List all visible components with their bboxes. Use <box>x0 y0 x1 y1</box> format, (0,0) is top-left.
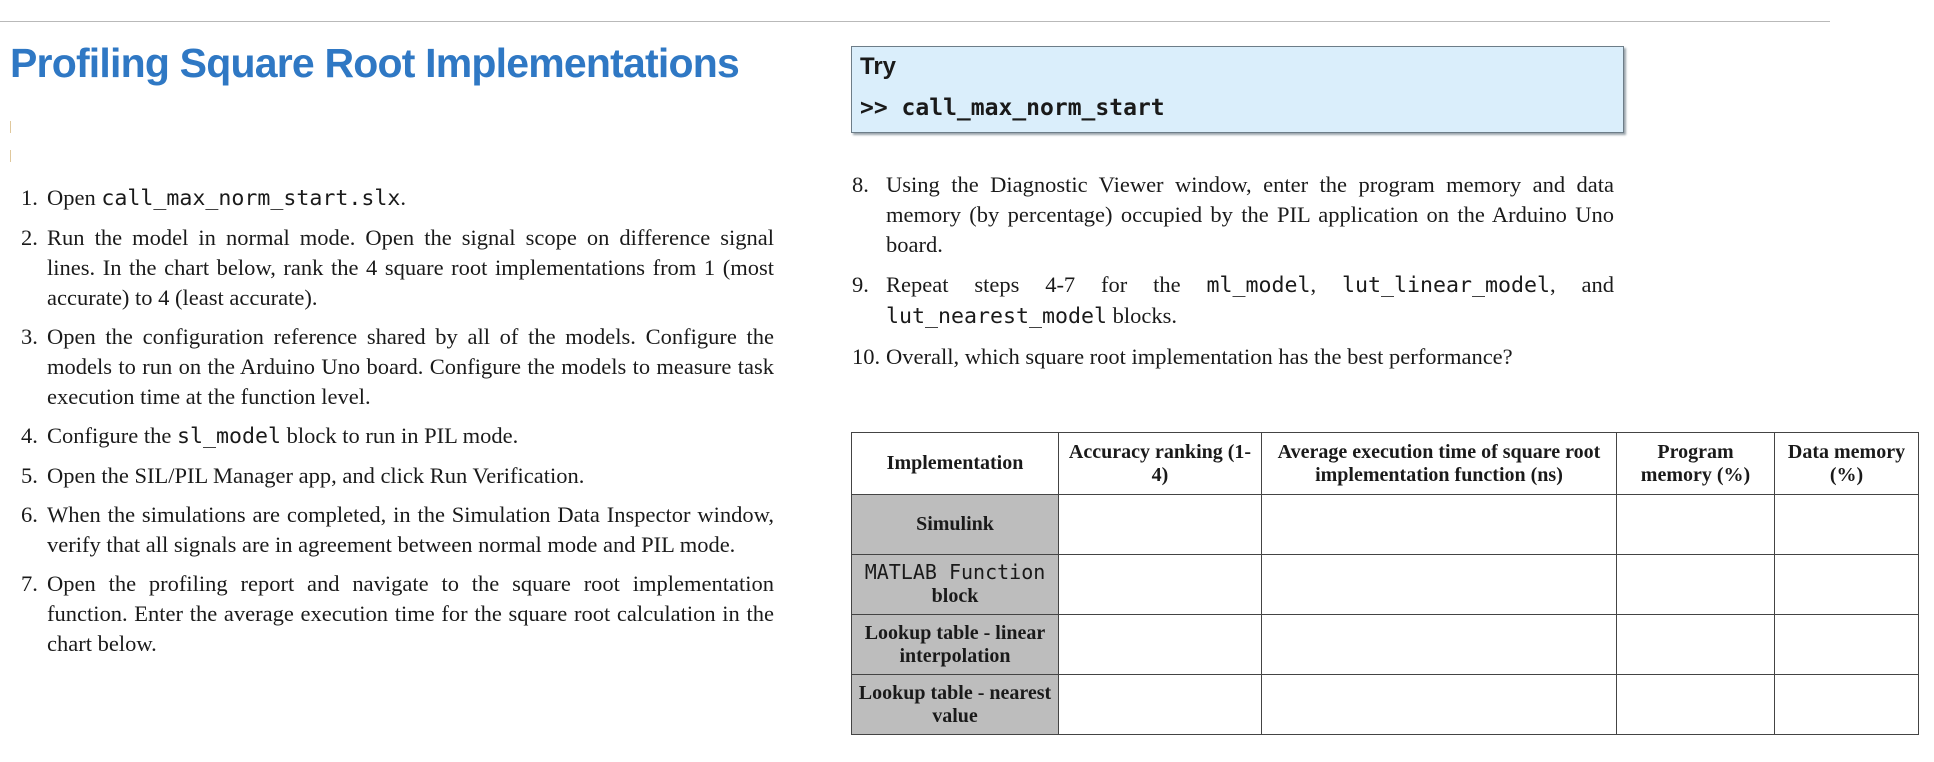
step-10: 10. Overall, which square root implementation has the best performance? <box>852 344 1513 369</box>
data-memory-cell[interactable] <box>1775 555 1919 615</box>
code-ml-model: ml_model <box>1206 273 1311 298</box>
header-program-memory: Program memory (%) <box>1617 433 1775 495</box>
table-row <box>852 675 1919 735</box>
program-memory-cell[interactable] <box>1617 555 1775 615</box>
execution-time-cell[interactable] <box>1262 555 1617 615</box>
step-4: 4. Configure the sl_model block to run in PIL mode. <box>21 423 519 449</box>
table-row <box>852 615 1919 675</box>
step-8: 8. Using the Diagnostic Viewer window, enter the program memory and data memory (by percentage) occupied by the PIL application on the Arduino Uno board. <box>852 172 1614 257</box>
accuracy-cell[interactable] <box>1059 495 1262 555</box>
accuracy-cell[interactable] <box>1059 675 1262 735</box>
code-block-name: sl_model <box>176 424 281 449</box>
step-9: 9. Repeat steps 4-7 for the ml_model, lut_linear_model, and lut_nearest_model blocks. <box>852 272 1615 329</box>
step-5: 5. Open the SIL/PIL Manager app, and click Run Verification. <box>21 463 585 488</box>
data-memory-cell[interactable] <box>1775 495 1919 555</box>
row-label-lookup-linear: Lookup table - linear interpolation <box>852 615 1059 675</box>
step-2: 2. Run the model in normal mode. Open the signal scope on difference signal lines. In the chart below, rank the 4 square root implementations from 1 (most accurate) to 4 (least accurate). <box>21 225 774 310</box>
program-memory-cell[interactable] <box>1617 615 1775 675</box>
accuracy-cell[interactable] <box>1059 615 1262 675</box>
header-implementation: Implementation <box>852 433 1059 495</box>
program-memory-cell[interactable] <box>1617 675 1775 735</box>
header-accuracy-ranking: Accuracy ranking (1-4) <box>1059 433 1262 495</box>
steps-list-right <box>852 170 1614 382</box>
header-average-execution-time: Average execution time of square root implementation function (ns) <box>1262 433 1617 495</box>
row-label-simulink: Simulink <box>852 495 1059 555</box>
try-command: >> call_max_norm_start <box>860 95 1165 121</box>
execution-time-cell[interactable] <box>1262 615 1617 675</box>
data-memory-cell[interactable] <box>1775 675 1919 735</box>
data-memory-cell[interactable] <box>1775 615 1919 675</box>
table-row <box>852 495 1919 555</box>
code-lut-linear-model: lut_linear_model <box>1342 273 1551 298</box>
steps-list-left <box>21 183 774 668</box>
margin-mark <box>10 121 11 133</box>
step-6: 6. When the simulations are completed, in the Simulation Data Inspector window, verify that all signals are in agreement between normal mode and PIL mode. <box>21 502 774 557</box>
program-memory-cell[interactable] <box>1617 495 1775 555</box>
row-label-lookup-nearest: Lookup table - nearest value <box>852 675 1059 735</box>
code-model-file: call_max_norm_start.slx <box>101 186 401 211</box>
step-7: 7. Open the profiling report and navigate to the square root implementation function. Enter the average execution time for the square root calculation in the chart below. <box>21 571 774 656</box>
code-lut-nearest-model: lut_nearest_model <box>886 304 1108 329</box>
table-row <box>852 555 1919 615</box>
try-label: Try <box>860 53 897 80</box>
step-3: 3. Open the configuration reference shared by all of the models. Configure the models to run on the Arduino Uno board. Configure the models to measure task execution time at the function level. <box>21 324 774 409</box>
margin-mark <box>10 150 11 162</box>
results-table <box>851 432 1919 735</box>
row-label-matlab-function: MATLAB Function block <box>852 555 1059 615</box>
page-title: Profiling Square Root Implementations <box>10 40 739 86</box>
accuracy-cell[interactable] <box>1059 555 1262 615</box>
step-1: 1. Open call_max_norm_start.slx. <box>21 185 407 211</box>
header-data-memory: Data memory (%) <box>1775 433 1919 495</box>
try-box <box>851 46 1624 133</box>
table-header-row <box>852 433 1919 495</box>
top-rule <box>0 21 1830 22</box>
execution-time-cell[interactable] <box>1262 675 1617 735</box>
execution-time-cell[interactable] <box>1262 495 1617 555</box>
